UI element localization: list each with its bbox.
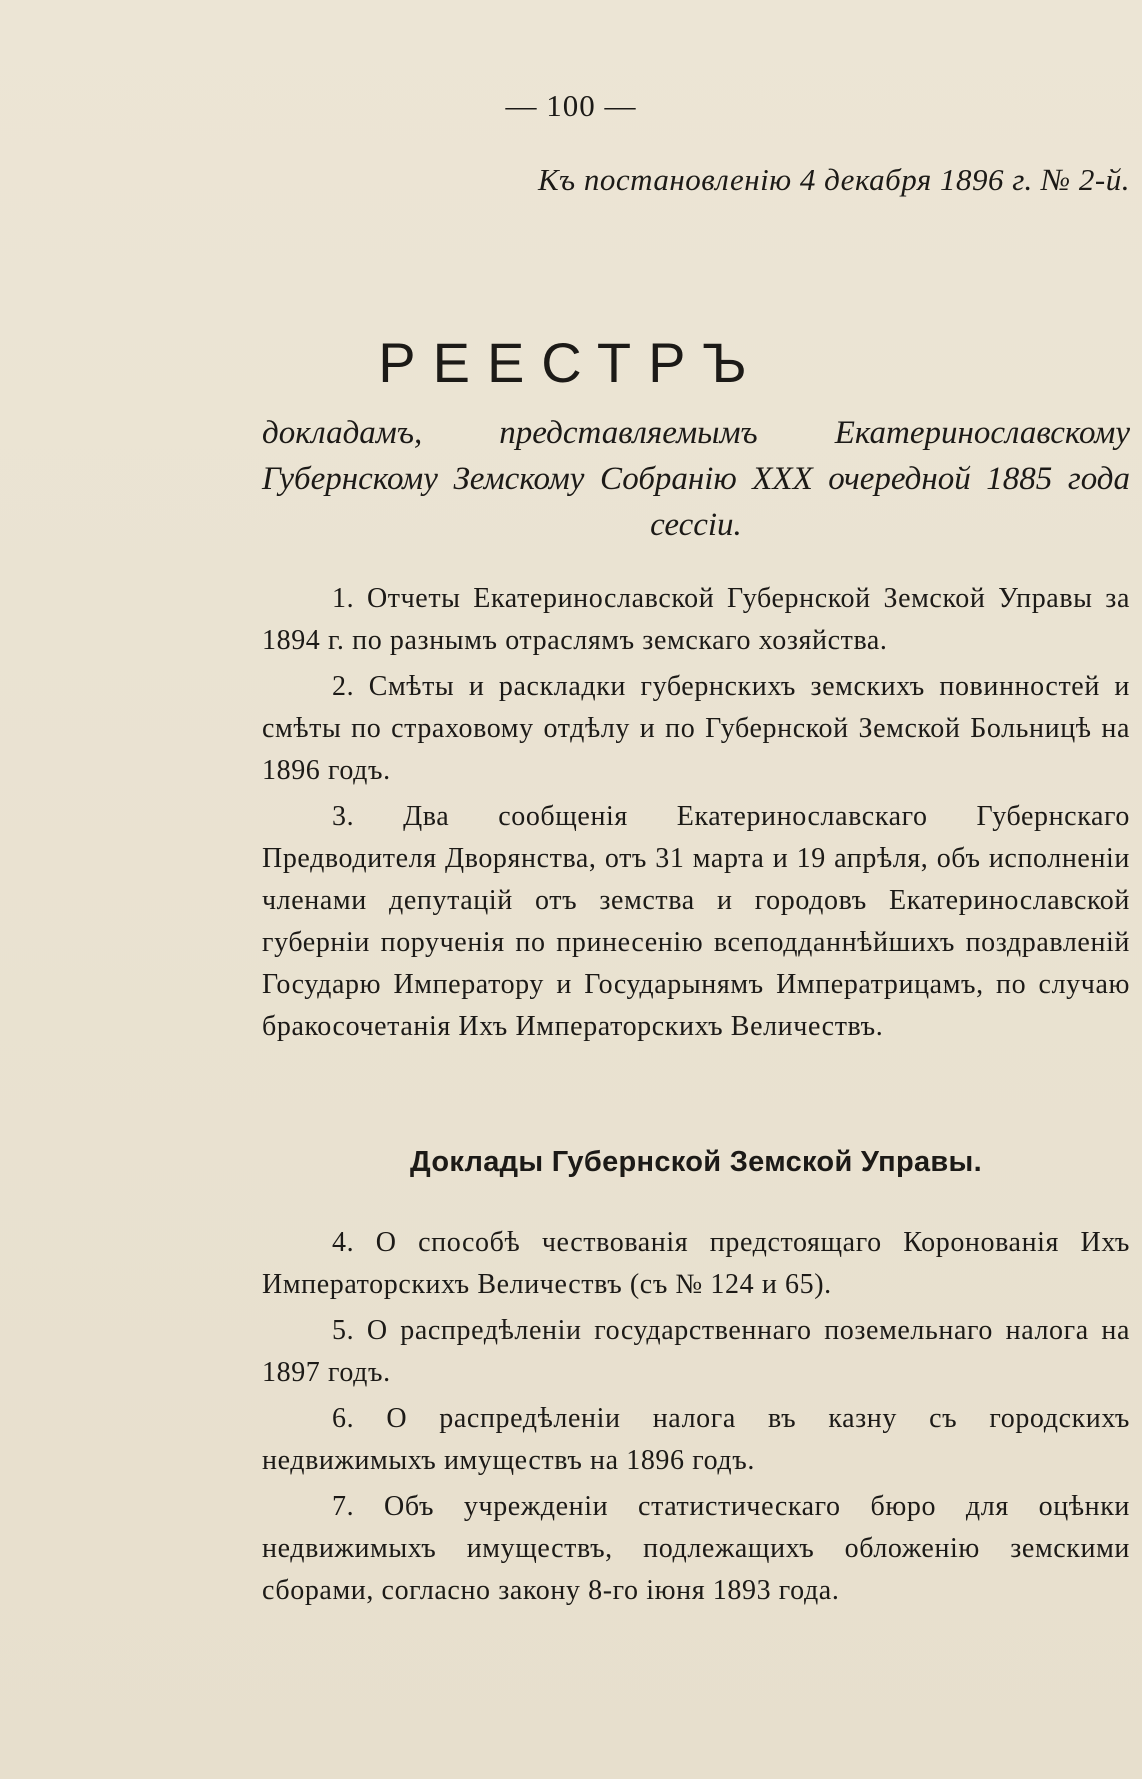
list-item: 1. Отчеты Екатеринославской Губернской Земской Управы за 1894 г. по разнымъ отраслямъ земскаго хозяйства.	[262, 583, 1130, 656]
resolution-reference: Къ постановленію 4 декабря 1896 г. № 2-й.	[537, 162, 1130, 197]
document-subtitle: докладамъ, представляемымъ Екатеринославскому Губернскому Земскому Собранію XXX очередной 1885 года сессіи.	[262, 415, 1130, 543]
list-item: 4. О способѣ чествованія предстоящаго Коронованія Ихъ Императорскихъ Величествъ (съ № 124 и 65).	[262, 1227, 1130, 1300]
page-number: — 100 —	[505, 88, 637, 123]
list-item: 2. Смѣты и раскладки губернскихъ земскихъ повинностей и смѣты по страховому отдѣлу и по Губернской Земской Больницѣ на 1896 годъ.	[262, 671, 1130, 786]
list-item: 3. Два сообщенія Екатеринославскаго Губернскаго Предводителя Дворянства, отъ 31 марта и 19 апрѣля, объ исполненіи членами депутацій отъ земства и городовъ Екатеринославской губерніи порученія по принесенію всеподданнѣйшихъ поздравленій Государю Императору и Государынямъ Императрицамъ, по случаю бракосочетанія Ихъ Императорскихъ Величествъ.	[262, 801, 1130, 1042]
list-item: 6. О распредѣленіи налога въ казну съ городскихъ недвижимыхъ имуществъ на 1896 годъ.	[262, 1403, 1130, 1476]
list-item: 7. Объ учрежденіи статистическаго бюро для оцѣнки недвижимыхъ имуществъ, подлежащихъ обложенію земскими сборами, согласно закону 8-го іюня 1893 года.	[262, 1491, 1130, 1606]
list-item: 5. О распредѣленіи государственнаго поземельнаго налога на 1897 годъ.	[262, 1315, 1130, 1388]
items-list-part2	[262, 1222, 1130, 1616]
section-heading: Доклады Губернской Земской Управы.	[410, 1146, 982, 1178]
document-title: РЕЕСТРЪ	[378, 331, 764, 394]
items-list-part1	[262, 578, 1130, 1052]
